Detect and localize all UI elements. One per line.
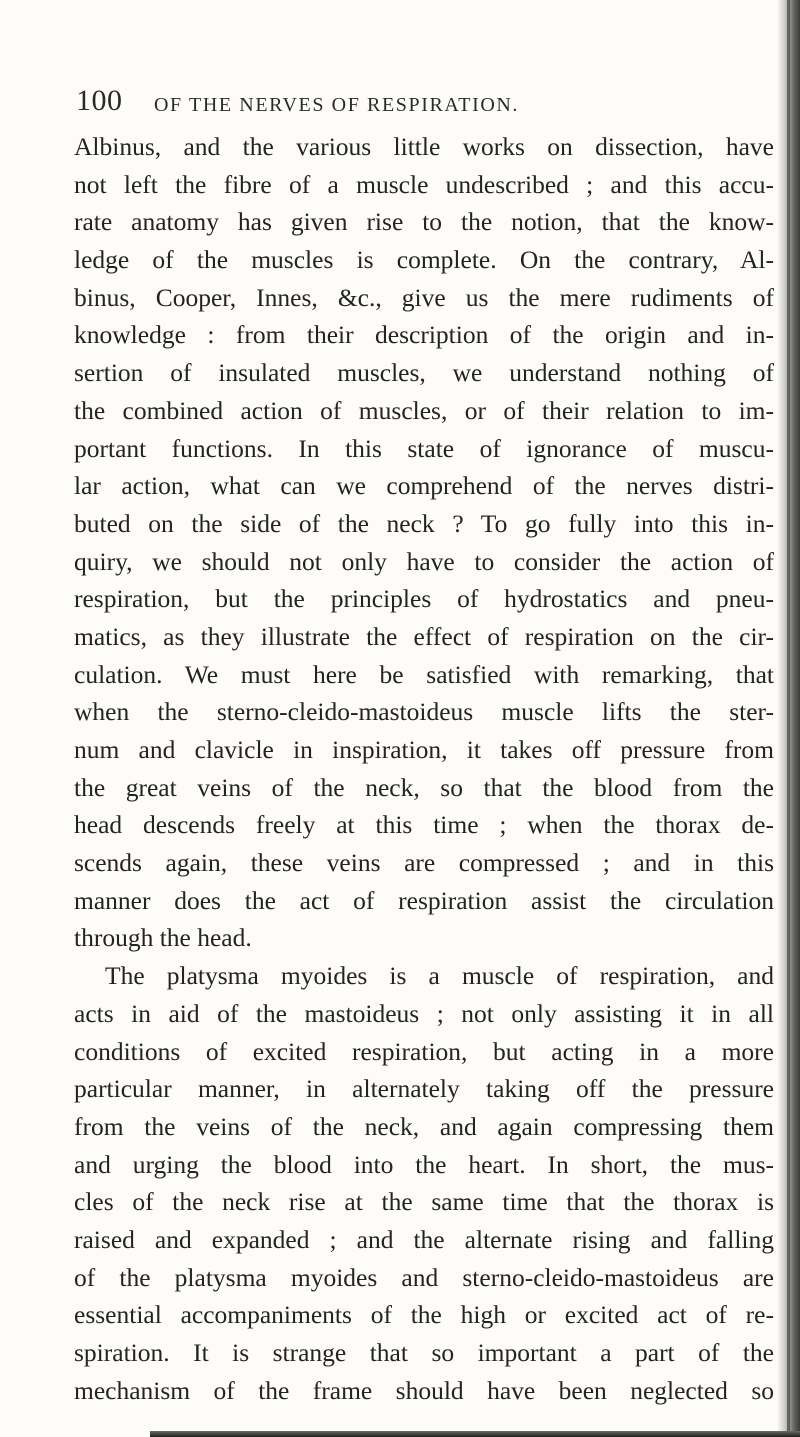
text-line: head descends freely at this time ; when the thorax de- — [74, 810, 774, 840]
text-line: scends again, these veins are compressed ; and in this — [74, 848, 774, 878]
text-line: ledge of the muscles is complete. On the contrary, Al- — [74, 245, 774, 275]
text-line: sertion of insulated muscles, we understand nothing of — [74, 358, 774, 388]
text-line: manner does the act of respiration assist the circulation — [74, 885, 774, 915]
text-line: spiration. It is strange that so important a part of the — [74, 1338, 774, 1367]
page-bottom-edge — [150, 1431, 800, 1437]
text-line: portant functions. In this state of ignorance of muscu- — [74, 433, 774, 463]
text-line: conditions of excited respiration, but acting in a more — [74, 1036, 774, 1066]
text-line: not left the fibre of a muscle undescribed ; and this accu- — [74, 169, 774, 199]
text-line: particular manner, in alternately taking off the pressure — [74, 1074, 774, 1104]
text-line: quiry, we should not only have to consider the action of — [74, 546, 774, 576]
binding-shadow-line — [787, 0, 790, 1437]
text-line: rate anatomy has given rise to the notion, that the know- — [74, 207, 774, 237]
text-line: matics, as they illustrate the effect of respiration on the cir- — [74, 621, 774, 651]
text-line: when the sterno-cleido-mastoideus muscle lifts the ster- — [74, 697, 774, 727]
text-line: knowledge : from their description of the origin and in- — [74, 320, 774, 350]
paragraph-start-line: The platysma myoides is a muscle of respiration, and — [105, 961, 774, 991]
text-line: lar action, what can we comprehend of the nerves distri- — [74, 471, 774, 501]
text-line: mechanism of the frame should have been neglected so — [74, 1375, 774, 1405]
text-line: buted on the side of the neck ? To go fully into this in- — [74, 508, 774, 538]
running-head — [76, 84, 766, 124]
text-line: raised and expanded ; and the alternate rising and falling — [74, 1224, 774, 1254]
text-line: num and clavicle in inspiration, it takes off pressure from — [74, 735, 774, 764]
text-line: and urging the blood into the heart. In short, the mus- — [74, 1149, 774, 1179]
paragraph-end-line: through the head. — [74, 923, 252, 953]
body-text — [74, 128, 774, 1409]
text-line: essential accompaniments of the high or excited act of re- — [74, 1300, 774, 1330]
page-number: 100 — [76, 84, 123, 117]
text-line: the combined action of muscles, or of their relation to im- — [74, 395, 774, 425]
text-line: from the veins of the neck, and again compressing them — [74, 1111, 774, 1141]
text-line: the great veins of the neck, so that the blood from the — [74, 772, 774, 802]
text-line: acts in aid of the mastoideus ; not only assisting it in all — [74, 998, 774, 1028]
text-line: respiration, but the principles of hydrostatics and pneu- — [74, 584, 774, 614]
text-line: binus, Cooper, Innes, &c., give us the mere rudiments of — [74, 282, 774, 312]
text-line: Albinus, and the various little works on dissection, have — [74, 132, 774, 161]
text-line: cles of the neck rise at the same time that the thorax is — [74, 1187, 774, 1217]
text-line: of the platysma myoides and sterno-cleido-mastoideus are — [74, 1262, 774, 1292]
text-line: culation. We must here be satisfied with remarking, that — [74, 659, 774, 689]
running-title: OF THE NERVES OF RESPIRATION. — [154, 94, 520, 116]
